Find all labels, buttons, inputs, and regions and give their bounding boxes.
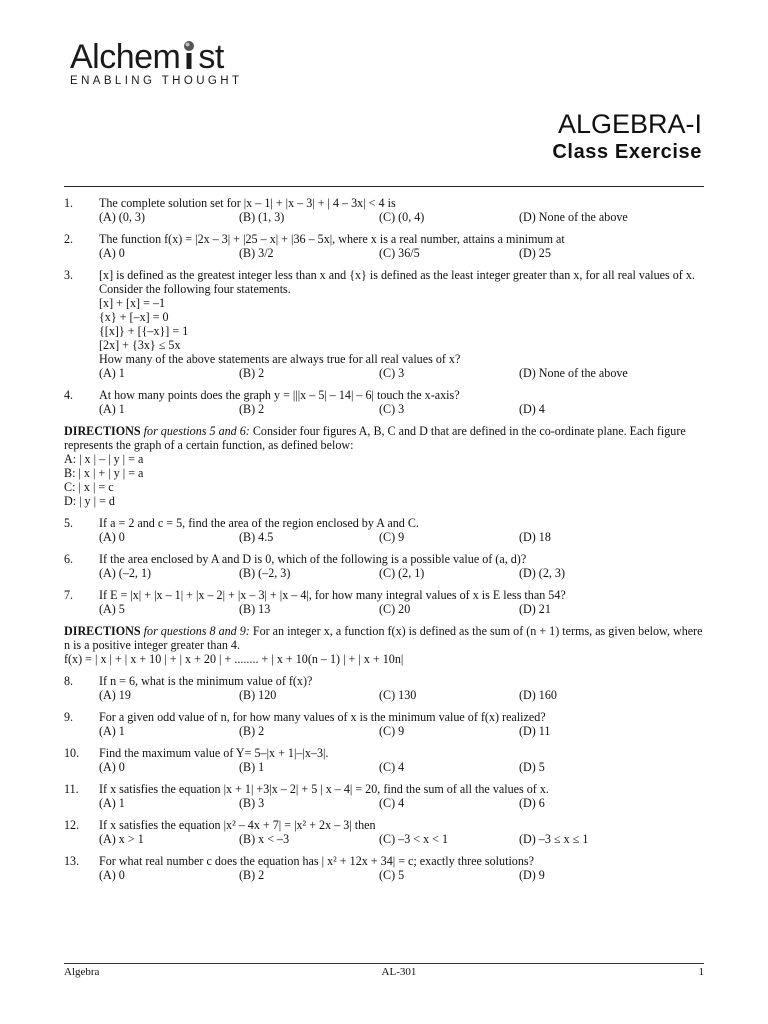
function-definition: f(x) = | x | + | x + 10 | + | x + 20 | + ........ + | x + 10(n – 1) | + | x + 10n|: [64, 652, 404, 666]
page-footer: [64, 966, 704, 978]
footer-code: AL-301: [381, 966, 417, 978]
question-12: 12. If x satisfies the equation |x² – 4x + 7| = |x² + 2x – 3| then (A) x > 1 (B) x < –3 (C) –3 < x < 1 (D) –3 ≤ x ≤ 1: [64, 818, 706, 846]
logo-wordmark: Alchem st: [70, 38, 224, 76]
directions-8-9: DIRECTIONS for questions 8 and 9: For an integer x, a function f(x) is defined as the sum of (n + 1) terms, as given below, where n is a positive integer greater than 4. f(x) = | x | + | x + 10 | + | x + 20 | + ........ + | x + 10(n – 1) | + | x + 10n|: [64, 624, 706, 666]
question-text: If a = 2 and c = 5, find the area of the region enclosed by A and C.: [99, 516, 419, 530]
question-1: 1. The complete solution set for |x – 1| + |x – 3| + | 4 – 3x| < 4 is (A) (0, 3) (B) (1, 3) (C) (0, 4) (D) None of the above: [64, 196, 706, 224]
options: (A) 0 (B) 4.5 (C) 9 (D) 18: [99, 530, 551, 544]
options: (A) 1 (B) 3 (C) 4 (D) 6: [99, 796, 545, 810]
question-5: 5. If a = 2 and c = 5, find the area of the region enclosed by A and C. (A) 0 (B) 4.5 (C) 9 (D) 18: [64, 516, 706, 544]
logo-tagline: ENABLING THOUGHT: [70, 75, 243, 87]
options: (A) 0 (B) 3/2 (C) 36/5 (D) 25: [99, 246, 551, 260]
question-text: At how many points does the graph y = |||x – 5| – 14| – 6| touch the x-axis?: [99, 388, 460, 402]
logo-dot-i-icon: [182, 40, 196, 70]
statement-3: {[x]} + [{–x}] = 1: [99, 324, 189, 338]
statement-4: [2x] + {3x} ≤ 5x: [99, 338, 181, 352]
question-text: If the area enclosed by A and D is 0, which of the following is a possible value of (a, d)?: [99, 552, 527, 566]
header-rule: [64, 186, 704, 187]
options: (A) 1 (B) 2 (C) 9 (D) 11: [99, 724, 551, 738]
page-title: ALGEBRA-I: [557, 109, 702, 139]
question-7: 7. If E = |x| + |x – 1| + |x – 2| + |x – 3| + |x – 4|, for how many integral values of x is E less than 54? (A) 5 (B) 13 (C) 20 (D) 21: [64, 588, 706, 616]
options: (A) 19 (B) 120 (C) 130 (D) 160: [99, 688, 557, 702]
question-3: 3. [x] is defined as the greatest integer less than x and {x} is defined as the least integer greater than x, for all real values of x. Consider the following four statements. [x] + [x] = –1 {x} + [–x] = 0 {[x]} + [{–x}] = 1 [2x] + {3x} ≤ 5x How many of the above statements are always true for all real values of x? (A) 1 (B) 2 (C) 3 (D) None of the above: [64, 268, 706, 380]
options: (A) x > 1 (B) x < –3 (C) –3 < x < 1 (D) –3 ≤ x ≤ 1: [99, 832, 589, 846]
question-text: If x satisfies the equation |x² – 4x + 7| = |x² + 2x – 3| then: [99, 818, 376, 832]
question-text: If E = |x| + |x – 1| + |x – 2| + |x – 3| + |x – 4|, for how many integral values of x is E less than 54?: [99, 588, 566, 602]
question-13: 13. For what real number c does the equation has | x² + 12x + 34| = c; exactly three solutions? (A) 0 (B) 2 (C) 5 (D) 9: [64, 854, 706, 882]
question-text: If n = 6, what is the minimum value of f(x)?: [99, 674, 313, 688]
question-2: 2. The function f(x) = |2x – 3| + |25 – x| + |36 – 5x|, where x is a real number, attains a minimum at (A) 0 (B) 3/2 (C) 36/5 (D) 25: [64, 232, 706, 260]
options: (A) 0 (B) 2 (C) 5 (D) 9: [99, 868, 545, 882]
statement-1: [x] + [x] = –1: [99, 296, 166, 310]
question-11: 11. If x satisfies the equation |x + 1| +3|x – 2| + 5 | x – 4| = 20, find the sum of all the values of x. (A) 1 (B) 3 (C) 4 (D) 6: [64, 782, 706, 810]
statement-2: {x} + [–x] = 0: [99, 310, 169, 324]
question-text: For a given odd value of n, for how many values of x is the minimum value of f(x) realized?: [99, 710, 546, 724]
question-8: 8. If n = 6, what is the minimum value of f(x)? (A) 19 (B) 120 (C) 130 (D) 160: [64, 674, 706, 702]
question-6: 6. If the area enclosed by A and D is 0, which of the following is a possible value of (a, d)? (A) (–2, 1) (B) (–2, 3) (C) (2, 1) (D) (2, 3): [64, 552, 706, 580]
footer-rule: [64, 963, 704, 964]
options: (A) 1 (B) 2 (C) 3 (D) None of the above: [99, 366, 628, 380]
directions-5-6: DIRECTIONS for questions 5 and 6: Consider four figures A, B, C and D that are defined in the co-ordinate plane. Each figure represents the graph of a certain function, as defined below: A: | x | – | y | = a B: | x | + | y | = a C: | x | = c D: | y | = d: [64, 424, 686, 508]
exercise-content: [64, 196, 706, 882]
options: (A) 1 (B) 2 (C) 3 (D) 4: [99, 402, 545, 416]
question-4: 4. At how many points does the graph y = |||x – 5| – 14| – 6| touch the x-axis? (A) 1 (B) 2 (C) 3 (D) 4: [64, 388, 706, 416]
question-10: 10. Find the maximum value of Y= 5–|x + 1|–|x–3|. (A) 0 (B) 1 (C) 4 (D) 5: [64, 746, 706, 774]
page-number: 1: [698, 966, 704, 978]
page-subtitle: Class Exercise: [552, 141, 702, 163]
options: (A) (–2, 1) (B) (–2, 3) (C) (2, 1) (D) (2, 3): [99, 566, 566, 580]
question-text: For what real number c does the equation has | x² + 12x + 34| = c; exactly three solutions?: [99, 854, 534, 868]
question-text: Find the maximum value of Y= 5–|x + 1|–|x–3|.: [99, 746, 329, 760]
options: (A) (0, 3) (B) (1, 3) (C) (0, 4) (D) None of the above: [99, 210, 628, 224]
page-title-block: [552, 108, 702, 164]
options: (A) 0 (B) 1 (C) 4 (D) 5: [99, 760, 545, 774]
alchemist-logo: [70, 40, 242, 87]
question-text: The function f(x) = |2x – 3| + |25 – x| + |36 – 5x|, where x is a real number, attains a minimum at: [99, 232, 565, 246]
question-9: 9. For a given odd value of n, for how many values of x is the minimum value of f(x) realized? (A) 1 (B) 2 (C) 9 (D) 11: [64, 710, 706, 738]
question-ask: How many of the above statements are always true for all real values of x?: [99, 352, 461, 366]
question-text: The complete solution set for |x – 1| + |x – 3| + | 4 – 3x| < 4 is: [99, 196, 396, 210]
options: (A) 5 (B) 13 (C) 20 (D) 21: [99, 602, 551, 616]
question-text: [x] is defined as the greatest integer less than x and {x} is defined as the least integer greater than x, for all real values of x. Consider the following four statements.: [99, 268, 695, 296]
footer-subject: Algebra: [64, 966, 100, 978]
question-text: If x satisfies the equation |x + 1| +3|x – 2| + 5 | x – 4| = 20, find the sum of all the values of x.: [99, 782, 549, 796]
